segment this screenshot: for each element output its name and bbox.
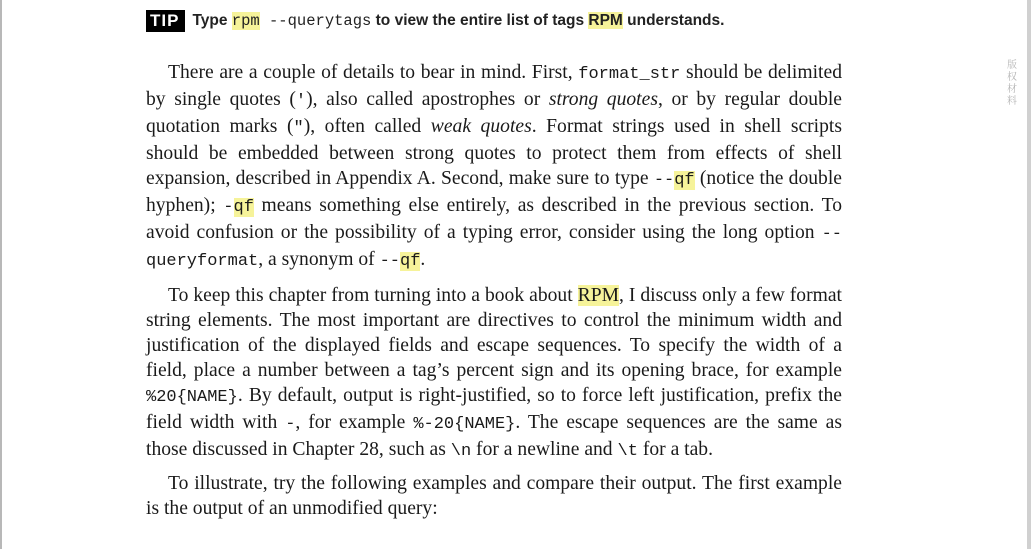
code-tab-escape: \t (617, 442, 638, 461)
left-page-edge (0, 0, 2, 549)
text-run: . By default, output is right-justified, so to force left justification, prefix the field width with (146, 385, 842, 433)
code-double-hyphen: -- (653, 171, 675, 190)
rpm-highlight: RPM (577, 285, 620, 306)
watermark-char: 权 (1007, 72, 1017, 83)
text-run: ), often called (303, 116, 431, 137)
text-run: , I discuss only a few format string elements. The most important are directives to control the minimum width and justification of the displayed fields and escape sequences. To specify the width of a field, place a number between a tag’s percent sign and its opening brace, for example (146, 285, 842, 381)
text-run: , for example (295, 412, 414, 433)
code-double-quote: " (293, 119, 304, 138)
em-weak-quotes: weak quotes (430, 116, 532, 137)
code-double-hyphen: -- (379, 252, 400, 271)
code-qf-highlight: qf (400, 252, 421, 271)
watermark-char: 料 (1007, 96, 1017, 107)
code-single-quote: ' (295, 92, 307, 111)
paragraph-1 (146, 60, 842, 274)
text-run: There are a couple of details to bear in mind. First, (168, 62, 579, 83)
paragraph-2 (146, 283, 842, 464)
code-example-left: %-20{NAME} (413, 415, 516, 434)
tip-code-rpm: rpm (231, 12, 260, 30)
text-run: means something else entirely, as described in the previous section. To avoid confusion or the possibility of a typing error, consider using the long option (146, 195, 842, 243)
text-run: , or by regular double quotation marks ( (146, 89, 843, 137)
text-run: (notice the double hyphen); (146, 168, 842, 216)
tip-text: to view the entire list of tags (371, 12, 589, 29)
copyright-watermark (1005, 60, 1019, 108)
text-run: , a synonym of (258, 249, 380, 270)
body-text (146, 60, 842, 530)
code-single-hyphen: - (223, 198, 234, 217)
code-qf-highlight: qf (674, 171, 695, 190)
text-run: . Format strings used in shell scripts should be embedded between strong quotes to protect them from effects of shell expansion, described in Appendix A. Second, make sure to type (146, 116, 842, 189)
code-newline-escape: \n (450, 442, 472, 461)
text-run: ), also called apostrophes or (306, 89, 549, 110)
tip-text: understands. (622, 12, 725, 29)
text-run: for a newline and (471, 439, 618, 460)
tip-callout (146, 10, 846, 32)
text-run: for a tab. (637, 439, 713, 460)
code-example-width: %20{NAME} (146, 388, 238, 407)
code-minus: - (285, 415, 296, 434)
right-scrollbar-edge (1027, 0, 1031, 549)
tip-text: Type (192, 12, 232, 29)
tip-rpm-highlight: RPM (588, 12, 623, 29)
watermark-char: 材 (1007, 84, 1017, 95)
watermark-char: 版 (1007, 60, 1017, 71)
code-qf-highlight: qf (233, 198, 254, 217)
text-run: To illustrate, try the following examples and compare their output. The first example is the output of an unmodified query: (146, 473, 842, 519)
tip-code-querytags: --querytags (259, 12, 372, 30)
text-run: . (420, 249, 426, 270)
code-queryformat: --queryformat (146, 225, 842, 271)
paragraph-3 (146, 471, 842, 521)
text-run: should be delimited by single quotes ( (146, 62, 842, 110)
code-format-str: format_str (578, 65, 681, 84)
text-run: To keep this chapter from turning into a book about (168, 285, 578, 306)
em-strong-quotes: strong quotes (548, 89, 658, 110)
tip-badge: TIP (146, 10, 185, 32)
text-run: . The escape sequences are the same as those discussed in Chapter 28, such as (146, 412, 842, 460)
